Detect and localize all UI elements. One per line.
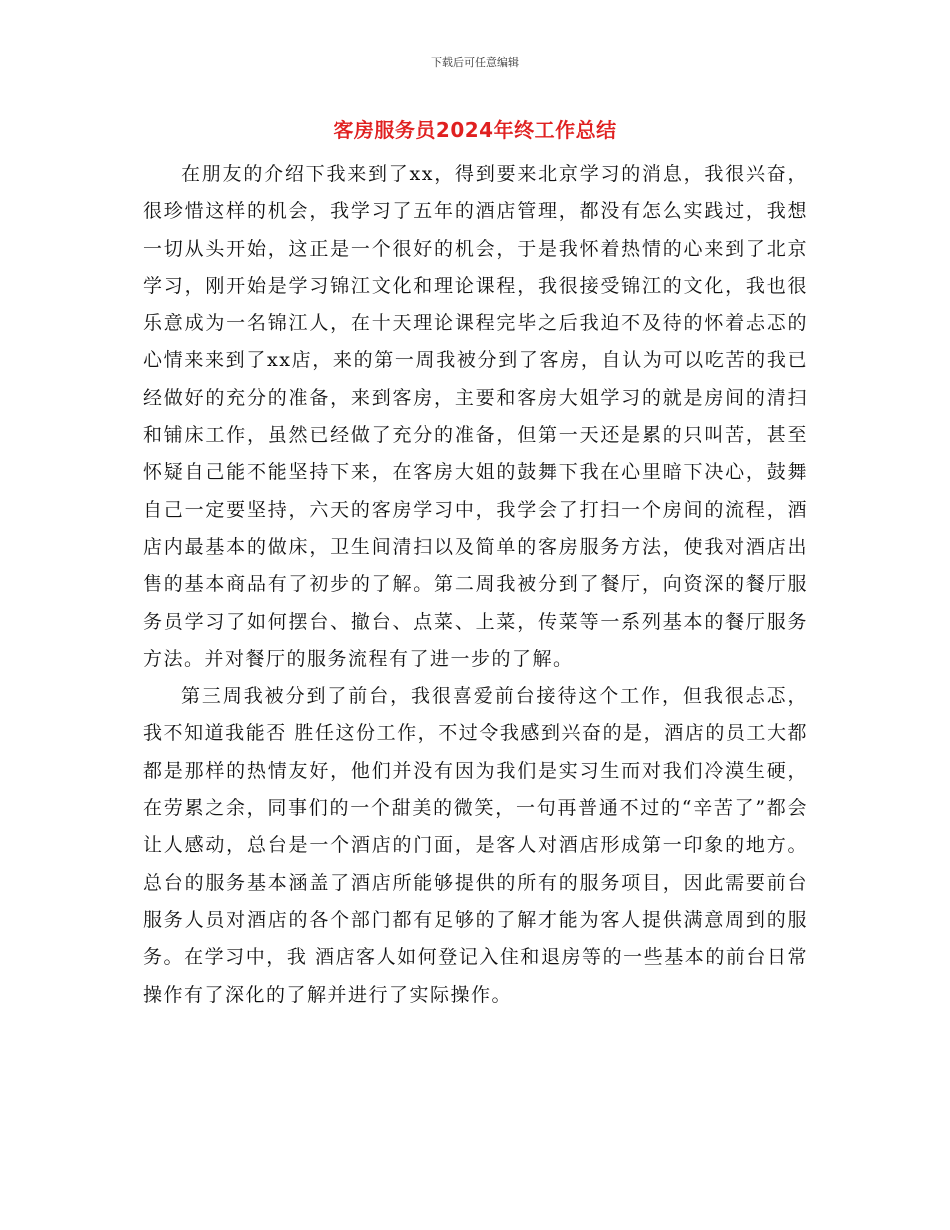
document-title: 客房服务员2024年终工作总结 [333, 118, 617, 142]
paragraph-2: 第三周我被分到了前台，我很喜爱前台接待这个工作，但我很忐忑，我不知道我能否 胜任这份工作，不过令我感到兴奋的是，酒店的员工大都都是那样的热情友好，他们并没有因为我们是实习生而对我们冷漠生硬，在劳累之余，同事们的一个甜美的微笑，一句再普通不过的“辛苦了”都会让人感动，总台是一个酒店的门面，是客人对酒店形成第一印象的地方。总台的服务基本涵盖了酒店所能够提供的所有的服务项目，因此需要前台服务人员对酒店的各个部门都有足够的了解才能为客人提供满意周到的服务。在学习中，我 酒店客人如何登记入住和退房等的一些基本的前台日常操作有了深化的了解并进行了实际操作。 [143, 685, 808, 1006]
paragraph-1: 在朋友的介绍下我来到了xx，得到要来北京学习的消息，我很兴奋，很珍惜这样的机会，我学习了五年的酒店管理，都没有怎么实践过，我想一切从头开始，这正是一个很好的机会，于是我怀着热情的心来到了北京学习，刚开始是学习锦江文化和理论课程，我很接受锦江的文化，我也很乐意成为一名锦江人，在十天理论课程完毕之后我迫不及待的怀着忐忑的心情来来到了xx店，来的第一周我被分到了客房，自认为可以吃苦的我已经做好的充分的准备，来到客房，主要和客房大姐学习的就是房间的清扫和铺床工作，虽然已经做了充分的准备，但第一天还是累的只叫苦，甚至怀疑自己能不能坚持下来，在客房大姐的鼓舞下我在心里暗下决心，鼓舞自己一定要坚持，六天的客房学习中，我学会了打扫一个房间的流程，酒店内最基本的做床，卫生间清扫以及简单的客房服务方法，使我对酒店出售的基本商品有了初步的了解。第二周我被分到了餐厅，向资深的餐厅服务员学习了如何摆台、撤台、点菜、上菜，传菜等一系列基本的餐厅服务方法。并对餐厅的服务流程有了进一步的了解。 [143, 163, 808, 670]
page-header-note: 下载后可任意编辑 [431, 56, 519, 69]
document-body [143, 156, 808, 1014]
